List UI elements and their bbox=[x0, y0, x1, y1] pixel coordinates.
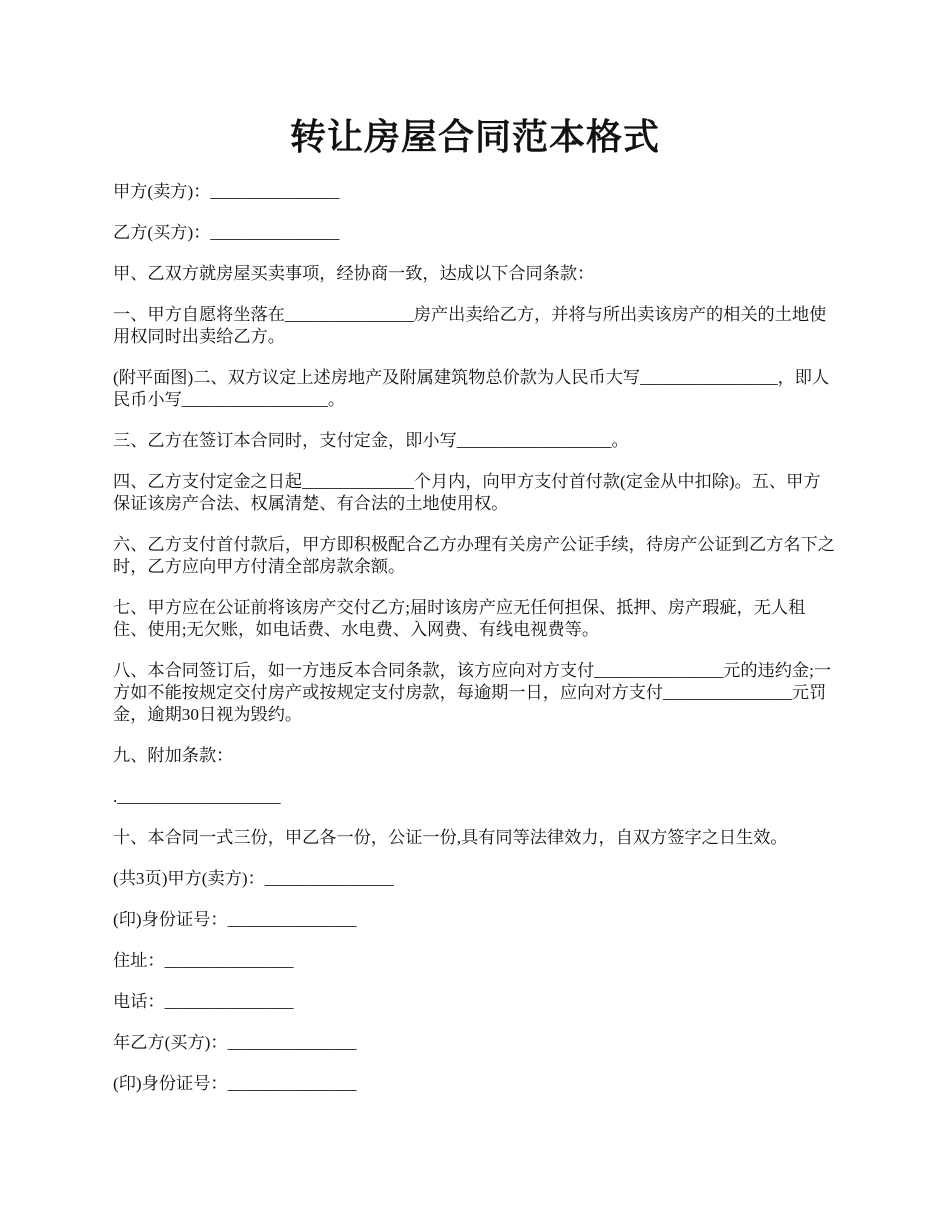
clause-7-paragraph: 七、甲方应在公证前将该房产交付乙方;届时该房产应无任何担保、抵押、房产瑕疵，无人租住、使用;无欠账，如电话费、水电费、入网费、有线电视费等。 bbox=[113, 598, 806, 639]
clause-2-paragraph: (附平面图)二、双方议定上述房地产及附属建筑物总价款为人民币大写________________，即人民币小写_________________。 bbox=[113, 368, 830, 409]
document-title: 转让房屋合同范本格式 bbox=[289, 117, 660, 157]
clause-6-paragraph: 六、乙方支付首付款后，甲方即积极配合乙方办理有关房产公证手续，待房产公证到乙方名下之时，乙方应向甲方付清全部房款余额。 bbox=[113, 535, 835, 576]
clause-4-5-paragraph: 四、乙方支付定金之日起_____________个月内，向甲方支付首付款(定金从中扣除)。五、甲方保证该房产合法、权属清楚、有合法的土地使用权。 bbox=[113, 472, 821, 513]
clause-10-paragraph: 十、本合同一式三份，甲乙各一份，公证一份,具有同等法律效力，自双方签字之日生效。 bbox=[113, 828, 788, 847]
document-body bbox=[113, 181, 837, 1114]
clause-1-paragraph: 一、甲方自愿将坐落在_______________房产出卖给乙方，并将与所出卖该房产的相关的土地使用权同时出卖给乙方。 bbox=[113, 305, 827, 346]
clause-9-blank-line: .___________________ bbox=[113, 787, 281, 806]
signature-party-b-id-line: (印)身份证号：_______________ bbox=[113, 1074, 357, 1093]
clause-9-heading: 九、附加条款： bbox=[113, 746, 234, 765]
clause-3-paragraph: 三、乙方在签订本合同时，支付定金，即小写__________________。 bbox=[113, 431, 629, 450]
preamble-paragraph: 甲、乙双方就房屋买卖事项，经协商一致，达成以下合同条款： bbox=[113, 264, 595, 283]
party-a-seller-line: 甲方(卖方)：_______________ bbox=[113, 182, 340, 201]
signature-phone-line: 电话：_______________ bbox=[113, 992, 294, 1011]
signature-address-line: 住址：_______________ bbox=[113, 951, 294, 970]
signature-party-a-id-line: (印)身份证号：_______________ bbox=[113, 910, 357, 929]
signature-party-b-line: 年乙方(买方)：_______________ bbox=[113, 1033, 357, 1052]
clause-8-paragraph: 八、本合同签订后，如一方违反本合同条款，该方应向对方支付_______________元的违约金;一方如不能按规定交付房产或按规定支付房款，每逾期一日，应向对方支付_______________元罚金，逾期30日视为毁约。 bbox=[113, 661, 832, 724]
party-b-buyer-line: 乙方(买方)：_______________ bbox=[113, 223, 340, 242]
signature-party-a-line: (共3页)甲方(卖方)：_______________ bbox=[113, 869, 394, 888]
